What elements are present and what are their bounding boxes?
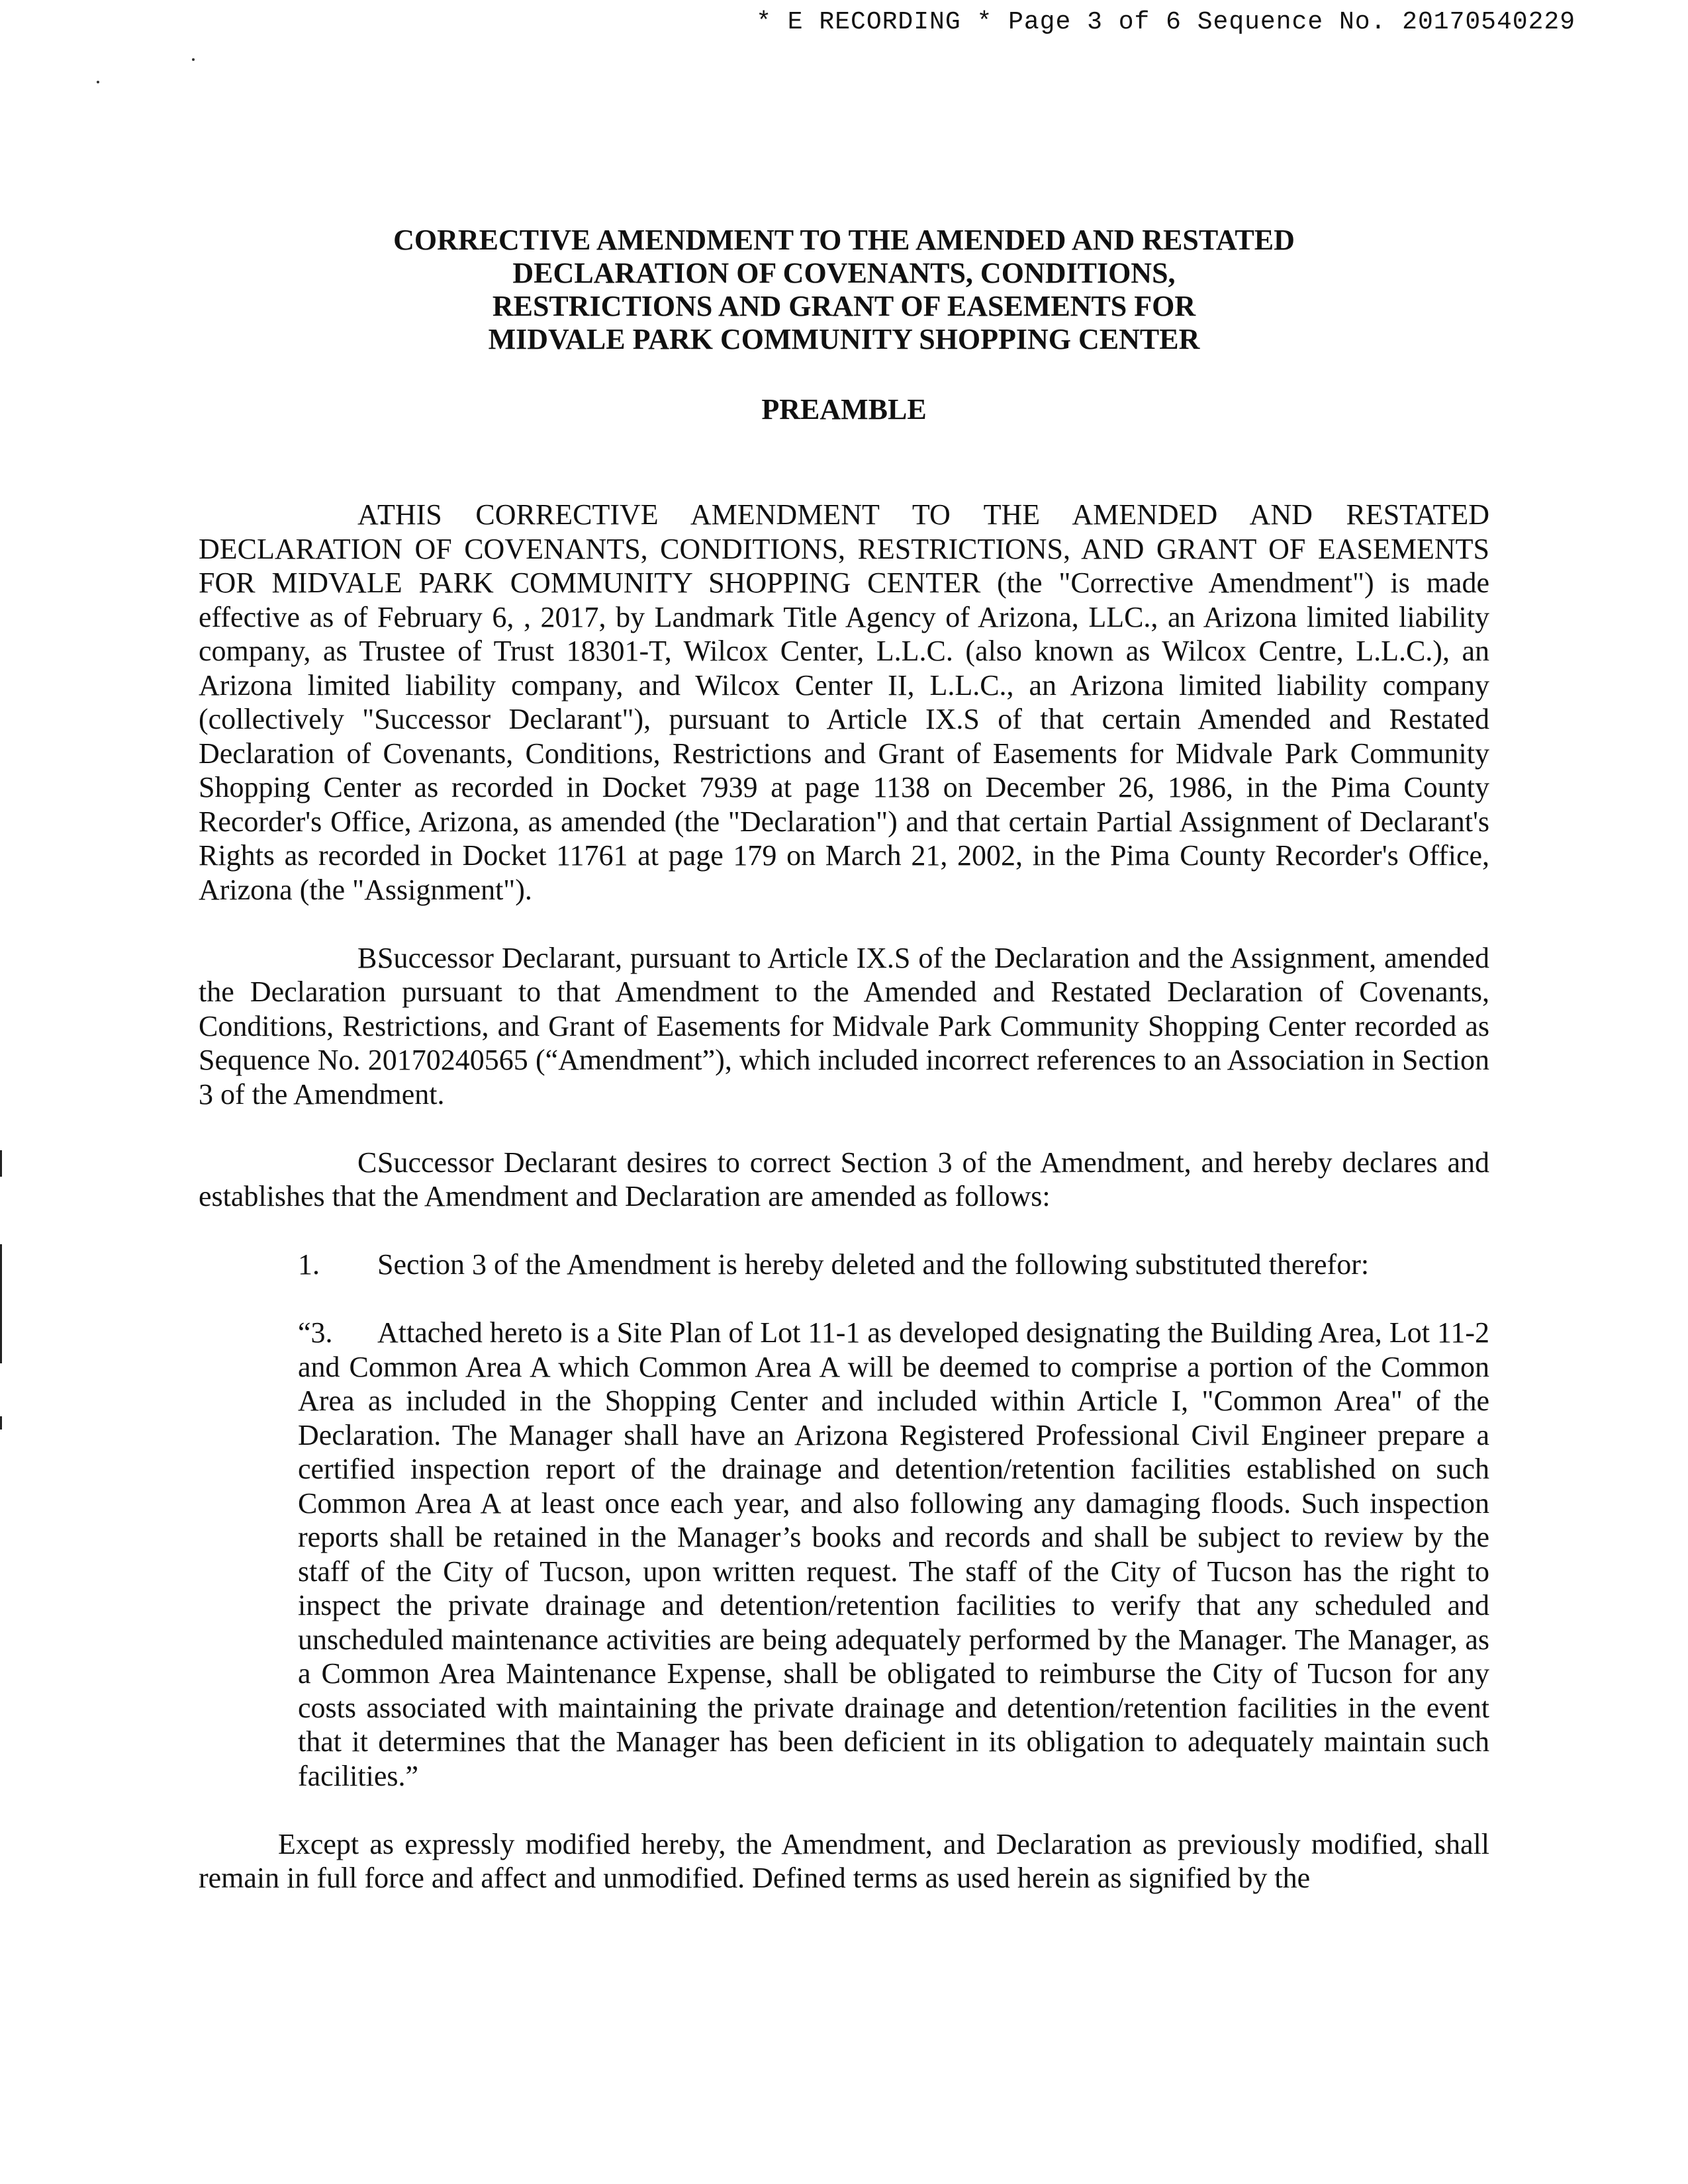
closing-paragraph: Except as expressly modified hereby, the Amendment, and Declaration as previously modified, shall remain in full force and affect and unmodified. Defined terms as used herein as signified by the bbox=[199, 1827, 1489, 1894]
quote-text: Attached hereto is a Site Plan of Lot 11-1 as developed designating the Building Area, Lot 11-2 and Common Area A which Common Area A will be deemed to comprise a portion of the Common Area as included in the Shopping Center and included within Article I, "Common Area" of the Declaration. The Manager shall have an Arizona Registered Professional Civil Engineer prepare a certified inspection report of the drainage and detention/retention facilities established on such Common Area A at least once each year, and also following any damaging floods. Such inspection reports shall be retained in the Manager’s books and records and shall be subject to review by the staff of the City of Tucson, upon written request. The staff of the City of Tucson has the right to inspect the private drainage and detention/retention facilities to verify that any scheduled and unscheduled maintenance activities are being adequately performed by the Manager. The Manager, as a Common Area Maintenance Expense, shall be obligated to reimburse the City of Tucson for any costs associated with maintaining the private drainage and detention/retention facilities in the event that it determines that the Manager has been deficient in its obligation to adequately maintain such facilities.” bbox=[298, 1316, 1489, 1792]
item-text: Section 3 of the Amendment is hereby deleted and the following substituted therefor: bbox=[377, 1248, 1370, 1281]
paragraph-b bbox=[199, 941, 1489, 1112]
scan-edge-mark bbox=[0, 1244, 2, 1363]
paragraph-a bbox=[199, 498, 1489, 907]
paragraph-text: Successor Declarant desires to correct Section 3 of the Amendment, and hereby declares and establishes that the Amendment and Declaration are amended as follows: bbox=[199, 1146, 1489, 1212]
scan-edge-mark bbox=[0, 1416, 2, 1430]
document-body bbox=[199, 498, 1489, 1929]
paragraph-marker: C. bbox=[357, 1146, 385, 1179]
document-title bbox=[199, 224, 1489, 356]
paragraph-c bbox=[199, 1146, 1489, 1214]
paragraph-text: THIS CORRECTIVE AMENDMENT TO THE AMENDED AND RESTATED DECLARATION OF COVENANTS, CONDITIONS, RESTRICTIONS, AND GRANT OF EASEMENTS FOR MIDVALE PARK COMMUNITY SHOPPING CENTER (the "Corrective Amendment") is made effective as of February 6, , 2017, by Landmark Title Agency of Arizona, LLC., an Arizona limited liability company, as Trustee of Trust 18301-T, Wilcox Center, L.L.C. (also known as Wilcox Centre, L.L.C.), an Arizona limited liability company, and Wilcox Center II, L.L.C., an Arizona limited liability company (collectively "Successor Declarant"), pursuant to Article IX.S of that certain Amended and Restated Declaration of Covenants, Conditions, Restrictions and Grant of Easements for Midvale Park Community Shopping Center as recorded in Docket 7939 at page 1138 on December 26, 1986, in the Pima County Recorder's Office, Arizona, as amended (the "Declaration") and that certain Partial Assignment of Declarant's Rights as recorded in Docket 11761 at page 179 on March 21, 2002, in the Pima County Recorder's Office, Arizona (the "Assignment"). bbox=[199, 498, 1489, 906]
quote-marker: “3. bbox=[298, 1316, 333, 1349]
title-line: DECLARATION OF COVENANTS, CONDITIONS, bbox=[512, 257, 1176, 289]
recording-header: * E RECORDING * Page 3 of 6 Sequence No. 20170540229 bbox=[756, 8, 1575, 36]
numbered-item-1 bbox=[199, 1248, 1489, 1282]
scan-edge-mark bbox=[0, 1150, 2, 1177]
preamble-heading: PREAMBLE bbox=[761, 393, 927, 426]
paragraph-text: Successor Declarant, pursuant to Article IX.S of the Declaration and the Assignment, amended the Declaration pursuant to that Amendment to the Amended and Restated Declaration of Covenants, Conditions, Restrictions, and Grant of Easements for Midvale Park Community Shopping Center recorded as Sequence No. 20170240565 (“Amendment”), which included incorrect references to an Association in Section 3 of the Amendment. bbox=[199, 941, 1489, 1111]
scan-speck bbox=[192, 58, 195, 61]
title-line: CORRECTIVE AMENDMENT TO THE AMENDED AND RESTATED bbox=[393, 224, 1295, 256]
paragraph-marker: A. bbox=[357, 498, 386, 531]
paragraph-marker: B. bbox=[357, 941, 385, 974]
title-line: MIDVALE PARK COMMUNITY SHOPPING CENTER bbox=[488, 323, 1200, 355]
item-marker: 1. bbox=[298, 1248, 320, 1281]
quoted-section-3 bbox=[199, 1316, 1489, 1793]
scan-speck bbox=[97, 81, 99, 83]
title-line: RESTRICTIONS AND GRANT OF EASEMENTS FOR bbox=[492, 290, 1196, 322]
